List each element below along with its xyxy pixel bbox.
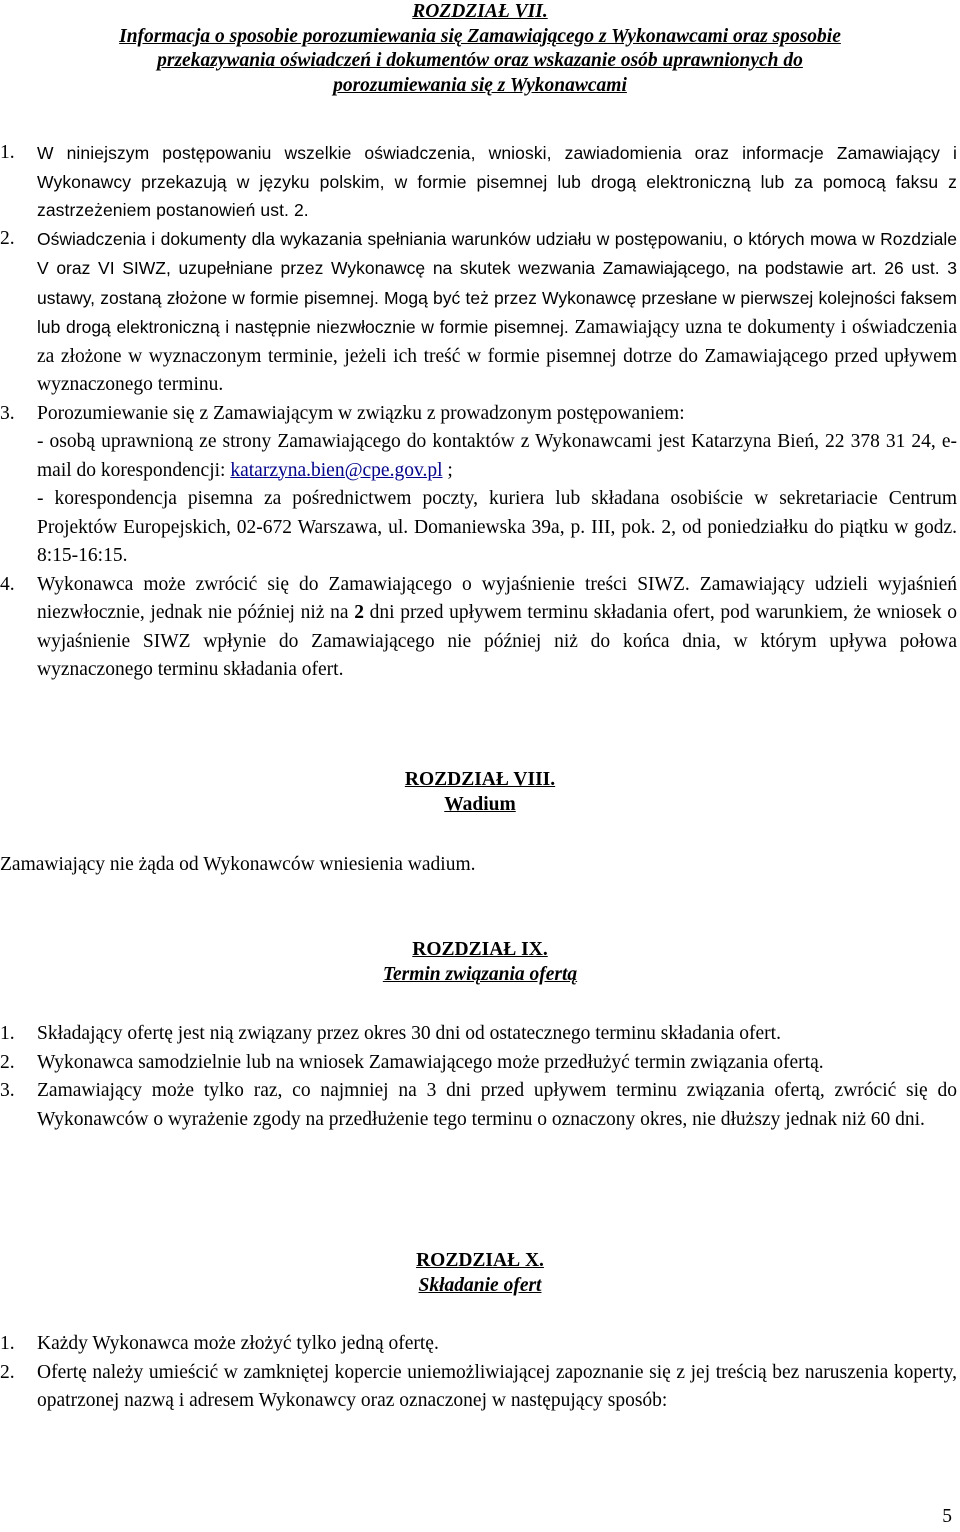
chapter-8-title: ROZDZIAŁ VIII.	[404, 769, 556, 790]
item-text: Składający ofertę jest nią związany przez okres 30 dni od ostatecznego terminu składania ofert.	[37, 1023, 781, 1044]
chapter-10-items	[0, 1330, 957, 1416]
item-number: 2.	[0, 227, 15, 249]
chapter-9-subtitle: Termin związania ofertą	[382, 963, 578, 985]
item-text-part: dni przed upływem terminu składania ofert, pod warunkiem, że wniosek o wyjaśnienie SIWZ wpłynie do Zamawiającego nie później niż do końca dnia, w którym upływa połowa wyznaczonego terminu składania ofert.	[37, 602, 957, 680]
list-item	[0, 571, 957, 685]
email-link[interactable]: katarzyna.bien@cpe.gov.pl	[230, 459, 443, 481]
chapter-9-items	[0, 1020, 957, 1134]
list-item	[0, 1077, 957, 1134]
list-item	[0, 1330, 957, 1359]
chapter-7-subtitle-line-2: przekazywania oświadczeń i dokumentów oraz wskazanie osób uprawnionych do	[157, 50, 803, 71]
contact-person	[37, 428, 957, 485]
chapter-8-header	[0, 768, 960, 817]
item-intro: Porozumiewanie się z Zamawiającym w związku z prowadzonym postępowaniem:	[37, 402, 685, 424]
chapter-10-header	[0, 1249, 960, 1298]
item-number: 2.	[0, 1361, 15, 1383]
item-text	[37, 571, 957, 685]
chapter-10-subtitle: Składanie ofert	[418, 1274, 542, 1296]
postal-correspondence: - korespondencja pisemna za pośrednictwem poczty, kuriera lub składana osobiście w sekretariacie Centrum Projektów Europejskich, 02-672 Warszawa, ul. Domaniewska 39a, p. III, pok. 2, od poniedziałku do piątku w godz. 8:15-16:15.	[37, 488, 957, 566]
list-item	[0, 1049, 957, 1078]
chapter-7-header	[0, 0, 960, 98]
page-number: 5	[942, 1506, 952, 1527]
item-number: 1.	[0, 1333, 15, 1354]
contact-text: - osobą uprawnioną ze strony Zamawiającego do kontaktów z Wykonawcami jest Katarzyna Bień, 22 378 31 24, e-mail do korespondencji:	[37, 431, 957, 481]
item-text: Wykonawca samodzielnie lub na wniosek Zamawiającego może przedłużyć termin związania ofertą.	[37, 1051, 824, 1073]
item-number: 1.	[0, 1023, 15, 1044]
chapter-8-text: Zamawiający nie żąda od Wykonawców wniesienia wadium.	[0, 854, 476, 875]
chapter-7-title: ROZDZIAŁ VII.	[412, 1, 548, 22]
item-text-part: Oświadczenia i dokumenty dla wykazania spełniania warunków udziału w postępowaniu, o których mowa w Rozdziale V oraz VI SIWZ, uzupełniane przez Wykonawcę na skutek wezwania Zamawiającego, na podstawie art. 26 ust. 3 ustawy, zostaną złożone w formie pisemnej. Mogą być też przez Wykonawcę przesłane w pierwszej kolejności faksem lub drogą elektroniczną i następnie niezwłocznie w formie pisemnej.	[37, 228, 957, 337]
item-number: 1.	[0, 142, 15, 163]
list-item	[0, 400, 957, 571]
chapter-8-subtitle: Wadium	[444, 793, 516, 815]
item-number: 3.	[0, 402, 15, 424]
item-text-part: Wykonawca może zwrócić się do Zamawiającego o wyjaśnienie treści SIWZ. Zamawiający udzieli wyjaśnień niezwłocznie, jednak nie później niż na	[37, 573, 957, 623]
bold-number: 2	[354, 602, 364, 623]
item-number: 4.	[0, 573, 15, 595]
item-text	[37, 225, 957, 400]
item-text: Ofertę należy umieścić w zamkniętej kopercie uniemożliwiającej zapoznanie się z jej treścią bez naruszenia koperty, opatrzonej nazwą i adresem Wykonawcy oraz oznaczonej w następujący sposób:	[37, 1361, 957, 1411]
item-text: W niniejszym postępowaniu wszelkie oświadczenia, wnioski, zawiadomienia oraz informacje Zamawiający i Wykonawcy przekazują w języku polskim, w formie pisemnej lub drogą elektroniczną lub za pomocą faksu z zastrzeżeniem postanowień ust. 2.	[37, 143, 957, 220]
chapter-7-subtitle-line-1: Informacja o sposobie porozumiewania się Zamawiającego z Wykonawcami oraz sposobie	[119, 25, 841, 47]
chapter-7-items	[0, 139, 957, 685]
list-item	[0, 1359, 957, 1416]
item-text: Każdy Wykonawca może złożyć tylko jedną ofertę.	[37, 1333, 439, 1354]
contact-end: ;	[447, 459, 453, 481]
list-item	[0, 1020, 957, 1049]
chapter-9-header	[0, 938, 960, 987]
item-text	[37, 400, 957, 571]
item-number: 2.	[0, 1051, 15, 1073]
list-item	[0, 225, 957, 400]
chapter-7-subtitle-line-3: porozumiewania się z Wykonawcami	[333, 74, 627, 96]
item-number: 3.	[0, 1080, 15, 1101]
item-text: Zamawiający może tylko raz, co najmniej na 3 dni przed upływem terminu związania ofertą, zwrócić się do Wykonawców o wyrażenie zgody na przedłużenie tego terminu o oznaczony okres, nie dłuższy jednak niż 60 dni.	[37, 1080, 957, 1130]
chapter-9-title: ROZDZIAŁ IX.	[412, 939, 548, 960]
chapter-10-title: ROZDZIAŁ X.	[416, 1250, 544, 1271]
item-text-part: Zamawiający uzna te dokumenty i oświadczenia za złożone w wyznaczonym terminie, jeżeli ich treść w formie pisemnej dotrze do Zamawiającego przed upływem wyznaczonego terminu.	[37, 317, 957, 395]
list-item	[0, 139, 957, 225]
